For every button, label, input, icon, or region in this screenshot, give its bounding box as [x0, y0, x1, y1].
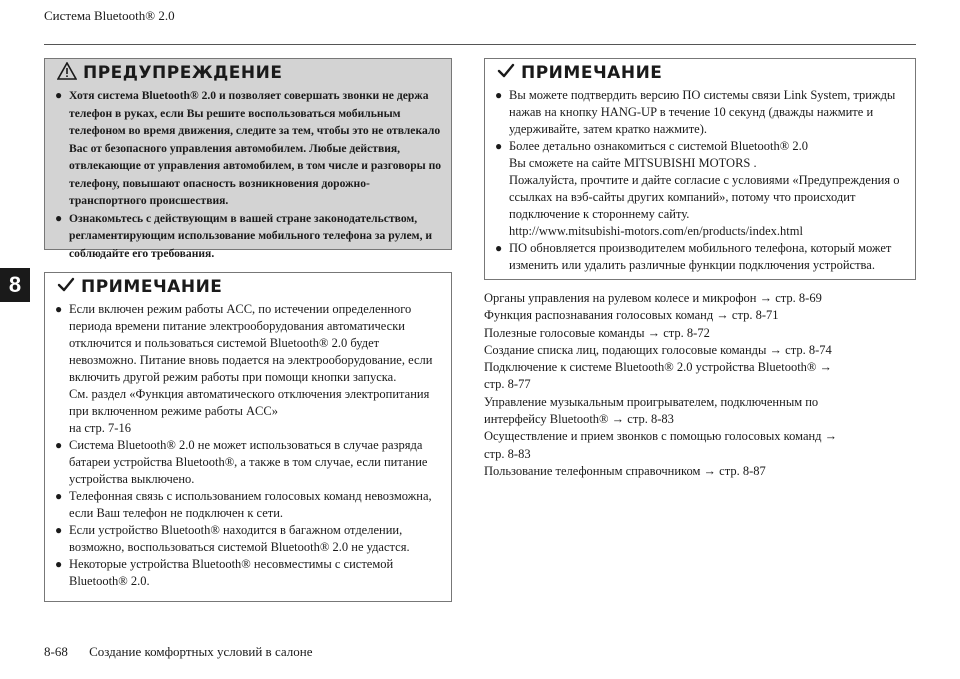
list-item: ● Некоторые устройства Bluetooth® несовместимы с системой Bluetooth® 2.0.: [55, 556, 445, 590]
list-item: ● Более детально ознакомиться с системой Bluetooth® 2.0 Вы сможете на сайте MITSUBISHI MOTORS . Пожалуйста, прочтите и дайте согласие с условиями «Предупреждения о ссылках на вэб-сайты других компаний», потому что происходит подключение к стороннему сайту. http://www.mitsubishi-motors.com/en/products/index.html: [495, 138, 909, 240]
page-number: 8-68: [44, 644, 68, 659]
note-header: [45, 273, 451, 301]
note-title: ПРИМЕЧАНИЕ: [81, 277, 223, 297]
list-item: ● Вы можете подтвердить версию ПО системы связи Link System, трижды нажав на кнопку HANG-UP в течение 10 секунд (дважды нажмите и удерживайте, затем кратко нажмите).: [495, 87, 909, 138]
warning-box: [44, 58, 452, 260]
page-header-title: Система Bluetooth® 2.0: [44, 8, 175, 23]
note-box-right: [484, 58, 916, 280]
list-item: ● Если устройство Bluetooth® находится в багажном отделении, возможно, воспользоваться системой Bluetooth® 2.0 не удастся.: [55, 522, 445, 556]
warning-header: [45, 59, 451, 87]
check-icon: [57, 277, 75, 298]
warning-list: [45, 87, 451, 262]
check-icon: [497, 63, 515, 84]
note-box-left: [44, 272, 452, 602]
note-list: [485, 87, 915, 274]
warning-triangle-icon: [57, 62, 77, 85]
section-name: Создание комфортных условий в салоне: [89, 644, 313, 659]
warning-title: ПРЕДУПРЕЖДЕНИЕ: [83, 63, 283, 83]
note-title: ПРИМЕЧАНИЕ: [521, 63, 663, 83]
list-item: ● Если включен режим работы ACC, по истечении определенного периода времени питание электрооборудования автоматически отключится и пользоваться системой Bluetooth® 2.0 будет невозможно. Питание вновь подается на электрооборудование, если включить другой режим работы при помощи кнопки запуска. См. раздел «Функция автоматического отключения электропитания при включенном режиме работы ACC» на стр. 7-16: [55, 301, 445, 437]
header-divider: [44, 44, 916, 45]
cross-references: Органы управления на рулевом колесе и микрофон → стр. 8-69 Функция распознавания голосовых команд → стр. 8-71 Полезные голосовые команды → стр. 8-72 Создание списка лиц, подающих голосовые команды → стр. 8-74 Подключение к системе Bluetooth® 2.0 устройства Bluetooth® → стр. 8-77 Управление музыкальным проигрывателем, подключенным по интерфейсу Bluetooth® → стр. 8-83 Осуществление и прием звонков с помощью голосовых команд → стр. 8-83 Пользование телефонным справочником → стр. 8-87: [484, 291, 838, 478]
list-item: ● Система Bluetooth® 2.0 не может использоваться в случае разряда батареи устройства Bluetooth®, а также в том случае, если питание устройства выключено.: [55, 437, 445, 488]
note-list: [45, 301, 451, 590]
list-item: ● Хотя система Bluetooth® 2.0 и позволяет совершать звонки не держа телефон в руках, если Вы решите воспользоваться мобильным телефоном во время движения, следите за тем, чтобы это не отвлекало Вас от безопасного управления автомобилем. Любые действия, отвлекающие от управления автомобилем, в том числе и разговоры по телефону, повышают опасность возникновения дорожно-транспортного происшествия.: [55, 87, 445, 210]
list-item: ● ПО обновляется производителем мобильного телефона, который может изменить или удалить различные функции подключения устройства.: [495, 240, 909, 274]
page-footer: [44, 644, 330, 660]
list-item: ● Ознакомьтесь с действующим в вашей стране законодательством, регламентирующим использование мобильного телефона за рулем, и соблюдайте его требования.: [55, 210, 445, 263]
list-item: ● Телефонная связь с использованием голосовых команд невозможна, если Ваш телефон не подключен к сети.: [55, 488, 445, 522]
note-header: [485, 59, 915, 87]
chapter-tab: 8: [0, 268, 30, 302]
